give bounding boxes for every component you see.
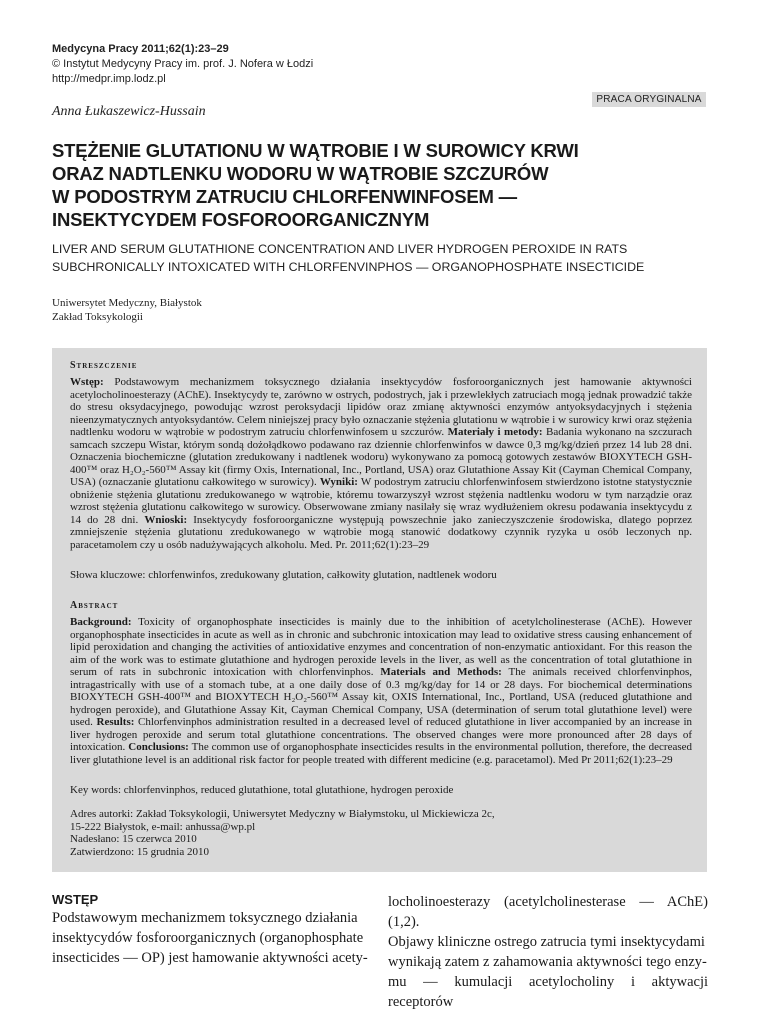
wyniki-text: W podostrym zatruciu chlorfenwinfosem stwierdzono istotne statystycznie obniżenie stężenia glutationu zredukowanego w wątrobie, któremu towarzyszył wzrost stężenia nadtlenku wodoru w tym narządzie oraz wzrost stężenia glutationu całkowitego w surowicy. Obserwowane zmiany nasilały się wraz wydłużeniem okresu podawania insektycydu z 14 do 28 dni. [70,476,693,526]
body-line: insektycydów fosforoorganicznych (organophosphate [52,930,364,946]
body-column-right [388,892,708,1012]
abstract-heading: Abstract [70,600,119,611]
affiliation [52,296,202,324]
metody-label: Materiały i metody: [447,426,543,438]
affiliation-university: Uniwersytet Medyczny, Białystok [52,297,202,309]
wnioski-label: Wnioski: [144,513,188,526]
background-text: Toxicity of organophosphate insecticides is mainly due to the inhibition of acetylcholinesterase (AChE). However organophosphate insecticides in acute as well as in chronic and subchronic intoxication may lead to oxidative stress causing enhancement of lipid peroxidation and changing the activities of antioxidative enzymes and concentration of non-enzymatic antioxidant. For this reason the aim of the work was to estimate glutathione and hydrogen peroxide levels in the liver, as well as the concentration of total glutathione in serum of rats in subchronic intoxication with chlorfenvinphos. [70,616,692,678]
conclusions-text: The common use of organophosphate insecticides results in the environmental pollution, therefore, the decreased liver glutathione level is an additional risk factor for people treated with different medicine (e.g. paracetamol). Med Pr 2011;62(1):23–29 [70,741,692,766]
body-line: Objawy kliniczne ostrego zatrucia tymi insektycydami [388,934,705,950]
article-type-badge: PRACA ORYGINALNA [592,92,706,107]
title-english-line: SUBCHRONICALLY INTOXICATED WITH CHLORFENVINPHOS — ORGANOPHOSPHATE INSECTICIDE [52,260,645,274]
copyright-line: © Instytut Medycyny Pracy im. prof. J. Nofera w Łodzi [52,58,314,70]
wnioski-text: Insektycydy fosforoorganiczne występują powszechnie jako zanieczyszczenie środowiska, dlatego poprzez zmniejszenie stężenia glutationu zredukowanego w wątrobie mogą stanowić dodatkowy czynnik ryzyka u osób leczonych np. paracetamolem czy u osób nadużywających alkoholu. Med. Pr. 2011;62(1):23–29 [70,513,693,551]
title-polish-line: ORAZ NADTLENKU WODORU W WĄTROBIE SZCZURÓW [52,163,549,184]
body-line: insecticides — OP) jest hamowanie aktywności acety- [52,950,368,966]
title-polish-line: STĘŻENIE GLUTATIONU W WĄTROBIE I W SUROWICY KRWI [52,140,579,161]
author-name: Anna Łukaszewicz-Hussain [52,104,206,119]
streszczenie-heading: Streszczenie [70,360,138,371]
results-text: Chlorfenvinphos administration resulted in a decreased level of reduced glutathione in liver accompanied by an increase in liver hydrogen peroxide and serum total glutathione concentrations. The observed changes were more pronounced after 28 days of intoxication. [70,716,692,753]
body-line: mu — kumulacji acetylocholiny i aktywacji receptorów [388,974,708,1010]
conclusions-label: Conclusions: [128,741,189,753]
keywords-english: Key words: chlorfenvinphos, reduced glutathione, total glutathione, hydrogen peroxide [70,784,454,796]
wstep-text: Podstawowym mechanizmem toksycznego działania insektycydów fosforoorganicznych jest hamowanie aktywności acetylocholinoesterazy (AChE). Insektycydy te, zarówno w ostrych, podostrych, jak i przewlekłych zatruciach mogą jednak prowadzić także do stresu oksydacyjnego, powodując wzrost peroksydacji lipidów oraz zmianę aktywności enzymów antyoksydacyjnych i stężenia nieenzymatycznych antyoksydantów. Celem niniejszej pracy było oznaczanie stężenia glutationu w wątrobie i w surowicy krwi oraz stężenia nadtlenku wodoru w wątrobie w podostrym zatruciu chlorfenwinfosem u szczurów. [70,376,692,438]
title-english-line: LIVER AND SERUM GLUTATHIONE CONCENTRATION AND LIVER HYDROGEN PEROXIDE IN RATS [52,242,628,256]
methods-label: Materials and Methods: [380,666,502,678]
body-column-left [52,908,372,968]
background-label: Background: [70,616,132,628]
journal-masthead [52,42,313,87]
accepted-date: Zatwierdzono: 15 grudnia 2010 [70,845,209,858]
title-english [52,240,692,276]
author-contact [70,808,495,858]
contact-address: Adres autorki: Zakład Toksykologii, Uniwersytet Medyczny w Białymstoku, ul Mickiewicza 2c, [70,808,495,820]
abstract-body [70,616,692,766]
title-polish-line: INSEKTYCYDEM FOSFOROORGANICZNYM [52,209,430,230]
results-label: Results: [96,716,135,728]
methods-text: The animals received chlorfenvinphos, intragastrically with use of a stomach tube, at a one daily dose of 0.3 mg/kg/day for 14 or 28 days. For biochemical determinations BIOXYTECH GSH-400™ and BIOXYTECH H₂O₂-560™ Assay kit, OXIS International, Inc., Portland, USA (reduced glutathione and hydrogen peroxide), and Glutathione Assay Kit, Cayman Chemical Company, USA (determination of serum total glutathione level) were used. [70,666,693,728]
title-polish-line: W PODOSTRYM ZATRUCIU CHLORFENWINFOSEM — [52,186,517,207]
received-date: Nadesłano: 15 czerwca 2010 [70,833,197,845]
abstract-panel [52,348,707,872]
journal-citation: Medycyna Pracy 2011;62(1):23–29 [52,43,229,55]
contact-email: 15-222 Białystok, e-mail: anhussa@wp.pl [70,820,256,833]
section-heading-wstep: WSTĘP [52,892,99,907]
wyniki-label: Wyniki: [319,476,358,488]
affiliation-department: Zakład Toksykologii [52,311,143,323]
journal-url[interactable]: http://medpr.imp.lodz.pl [52,73,166,85]
body-line: wynikają zatem z zahamowania aktywności tego enzy- [388,954,707,970]
title-polish [52,139,612,231]
keywords-polish: Słowa kluczowe: chlorfenwinfos, zredukowany glutation, całkowity glutation, nadtlenek wodoru [70,569,497,581]
streszczenie-body [70,376,692,551]
body-line: locholinoesterazy (acetylcholinesterase — AChE) (1,2). [388,894,708,930]
wstep-label: Wstęp: [70,376,104,388]
metody-text: Badania wykonano na szczurach samcach szczepu Wistar, którym sondą dożołądkowo podawano raz dziennie chlorfenwinfos w dawce 0,3 mg/kg/dzień przez 14 lub 28 dni. Oznaczenia biochemiczne (glutation zredukowany i nadtlenek wodoru) wykonywano za pomocą gotowych zestawów BIOXYTECH GSH-400™ oraz H₂O₂-560™ Assay kit (firmy Oxis, International, Inc., Portland, USA) oraz Glutathione Assay Kit (Cayman Chemical Company, USA) (oznaczanie glutationu całkowitego w surowicy). [70,426,693,488]
body-line: Podstawowym mechanizmem toksycznego działania [52,910,358,926]
